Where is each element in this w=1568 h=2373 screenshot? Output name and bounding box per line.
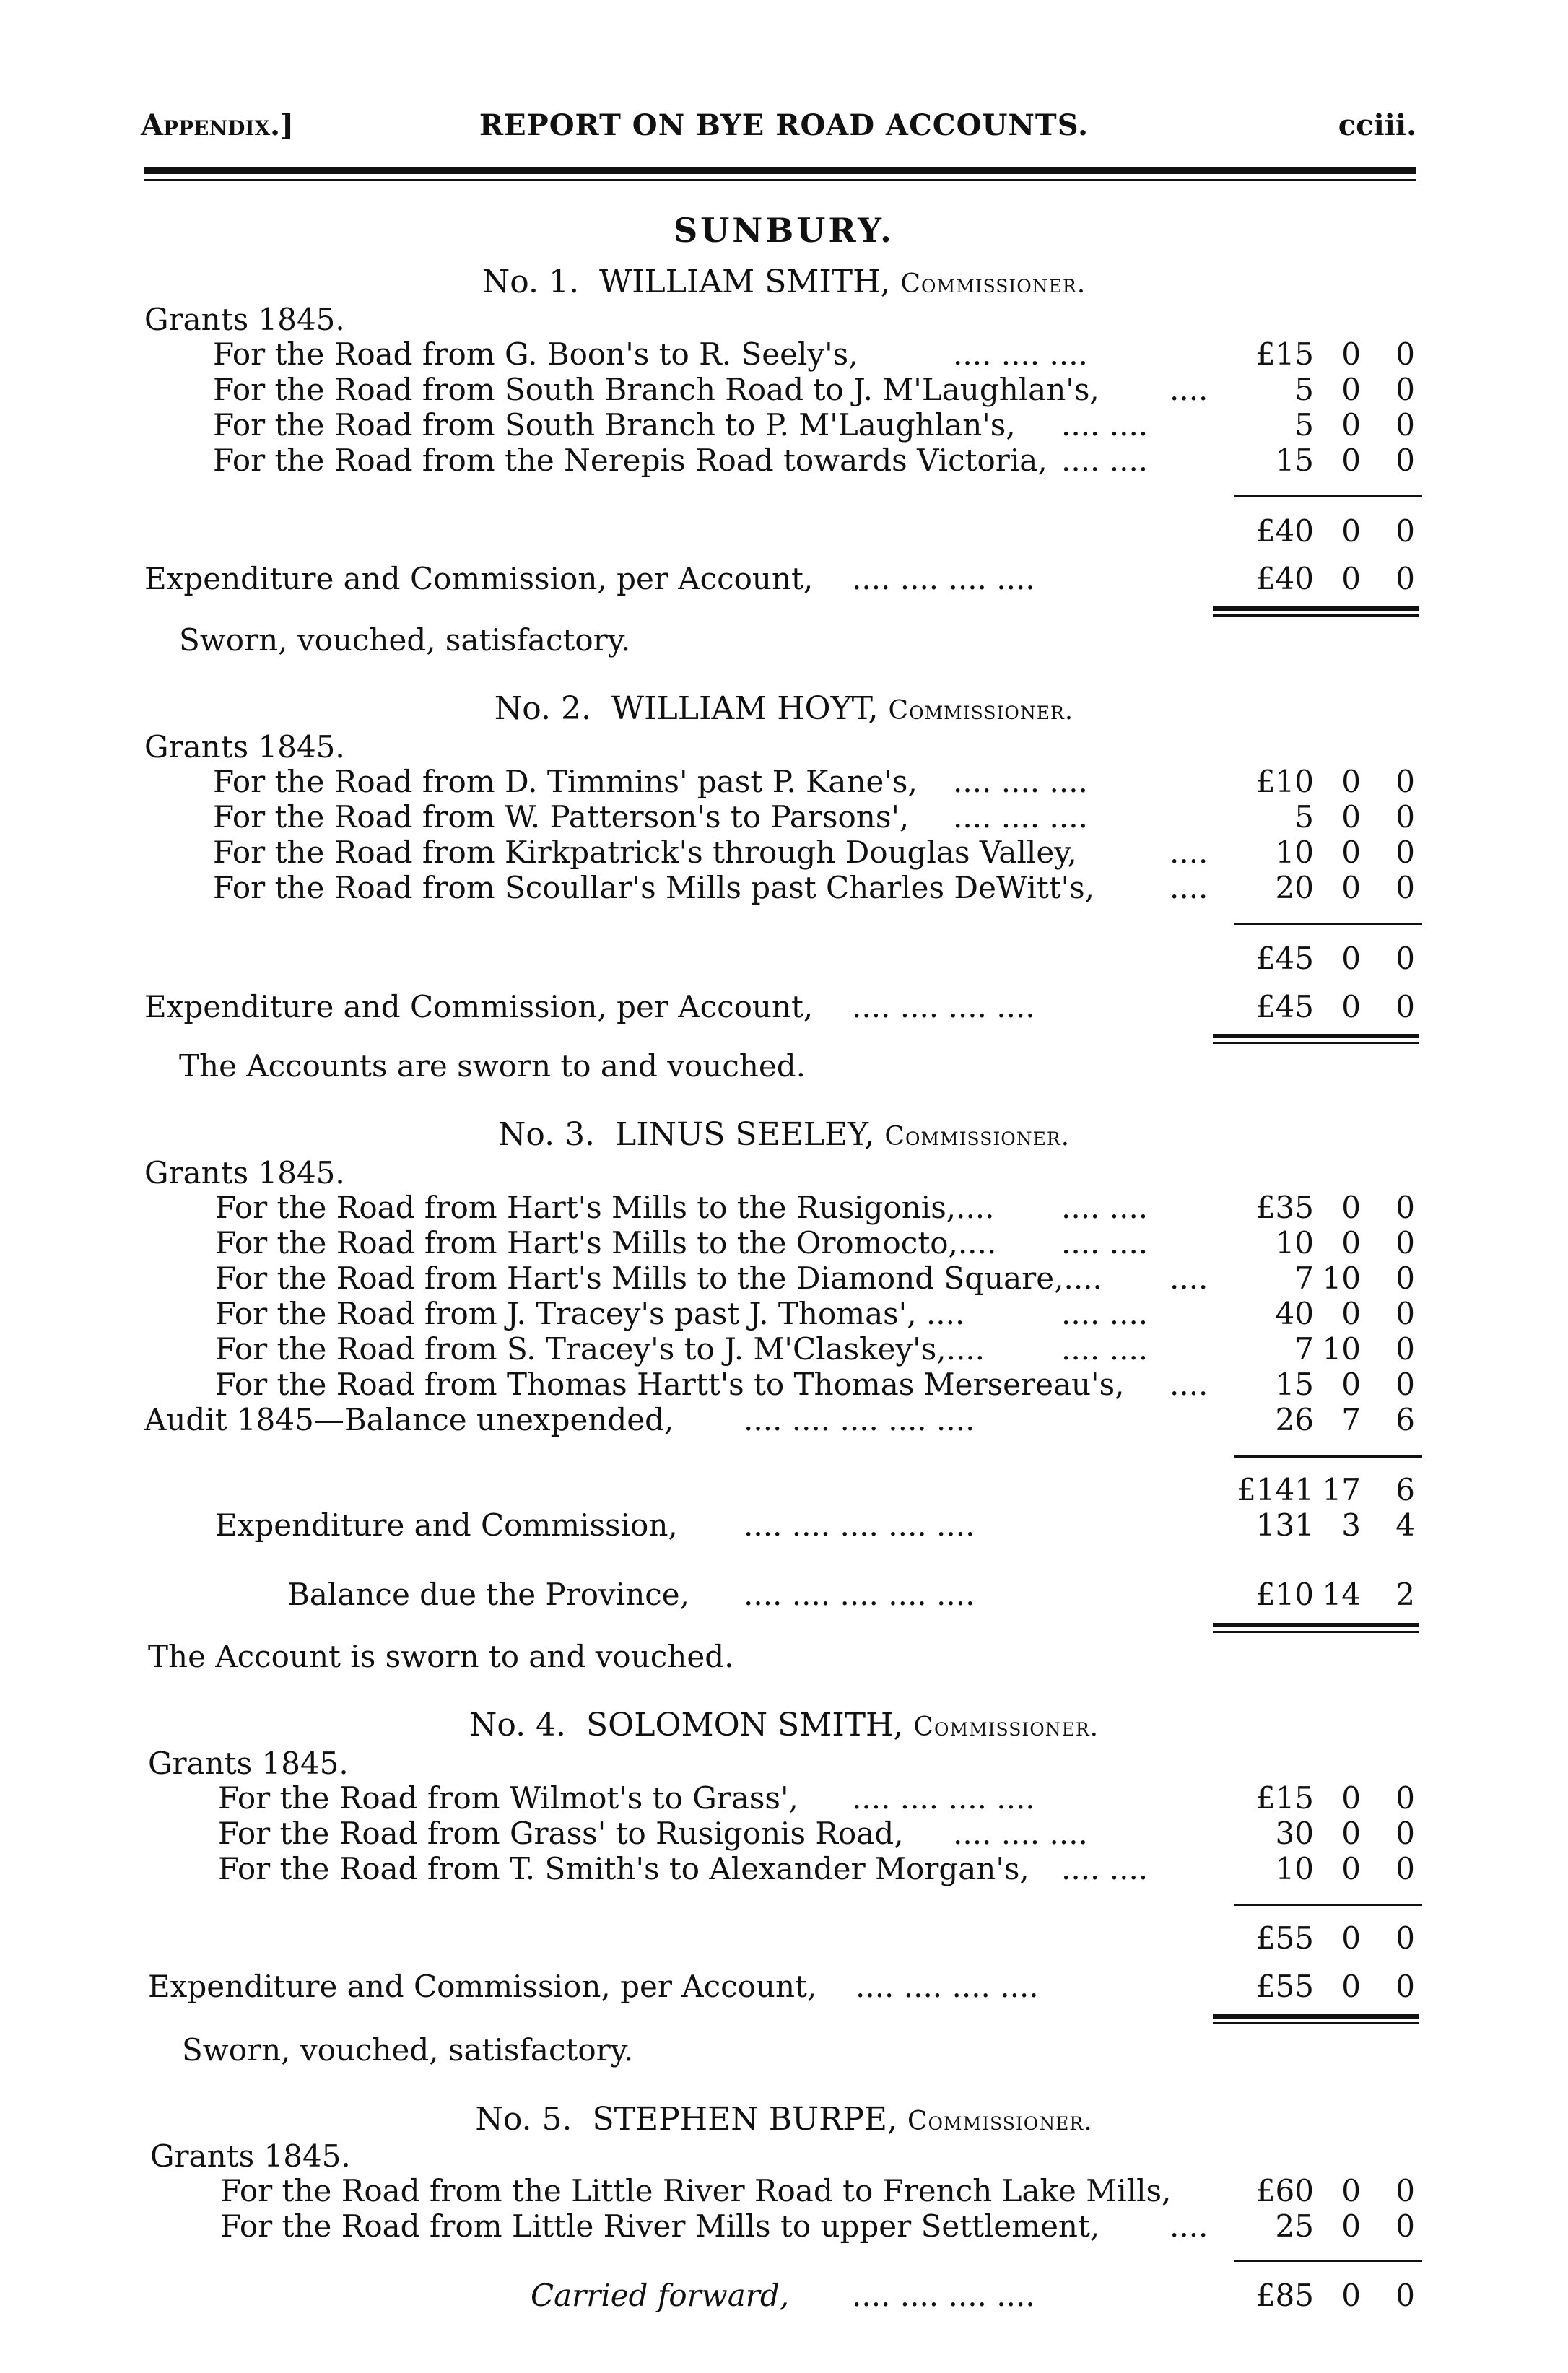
row-leader-dots: .... <box>1170 1260 1208 1296</box>
section-4-commissioner-name: SOLOMON SMITH, <box>586 1707 904 1743</box>
table-row <box>0 1851 1568 1887</box>
section-5-commissioner-name: STEPHEN BURPE, <box>592 2101 897 2138</box>
section-5-grants-label: Grants 1845. <box>150 2138 351 2174</box>
row-leader-dots: .... .... <box>1061 1331 1149 1367</box>
amount-pence: 0 <box>1395 1296 1415 1331</box>
amount-shillings: 0 <box>1341 870 1361 905</box>
row-leader-dots: .... .... .... .... <box>852 2278 1035 2313</box>
row-leader-dots: .... <box>1170 835 1208 870</box>
amount-shillings: 0 <box>1341 1225 1361 1260</box>
amount-pounds: £35 <box>1255 1190 1314 1225</box>
amount-pounds: 5 <box>1294 372 1314 407</box>
row-description: For the Road from Grass' to Rusigonis Road, <box>218 1816 904 1851</box>
double-rule <box>1213 1034 1419 1038</box>
total-pence: 0 <box>1395 941 1415 976</box>
row-leader-dots: .... .... <box>1061 1296 1149 1331</box>
amount-pounds: £85 <box>1255 2278 1314 2313</box>
amount-pounds: 20 <box>1275 870 1314 905</box>
amount-shillings: 0 <box>1341 1296 1361 1331</box>
row-leader-dots: .... .... .... <box>953 336 1088 372</box>
carried-forward-label: Carried forward, <box>531 2278 790 2313</box>
amount-pence: 0 <box>1395 1780 1415 1816</box>
row-description: For the Road from Little River Mills to upper Settlement, <box>220 2208 1100 2244</box>
amount-pounds: £40 <box>1255 561 1314 596</box>
row-leader-dots: .... .... <box>1061 1851 1149 1886</box>
amount-pounds: 10 <box>1275 1851 1314 1886</box>
amount-shillings: 0 <box>1341 989 1361 1024</box>
amount-pence: 0 <box>1395 989 1415 1024</box>
table-row <box>0 1190 1568 1226</box>
total-pounds: £45 <box>1255 941 1314 976</box>
amount-pence: 0 <box>1395 407 1415 443</box>
amount-pounds: £45 <box>1255 989 1314 1024</box>
row-leader-dots: .... .... .... .... <box>855 1969 1039 2004</box>
amount-pounds: £15 <box>1255 1780 1314 1816</box>
commissioner-label: Commissioner. <box>888 696 1074 726</box>
amount-pounds: 15 <box>1275 443 1314 478</box>
section-1-grants-label: Grants 1845. <box>144 302 345 337</box>
amount-pounds: 25 <box>1275 2208 1314 2244</box>
section-4-title <box>0 1707 1568 1743</box>
section-4-grants-label: Grants 1845. <box>148 1746 349 1781</box>
table-row <box>0 870 1568 906</box>
row-leader-dots: .... .... .... .... <box>852 989 1035 1024</box>
amount-pence: 0 <box>1395 2173 1415 2208</box>
amount-pence: 0 <box>1395 336 1415 372</box>
total-row <box>0 941 1568 977</box>
section-3-grants-label: Grants 1845. <box>144 1155 345 1190</box>
amount-shillings: 0 <box>1341 1190 1361 1225</box>
header-appendix: Appendix.] <box>141 108 295 142</box>
section-3-title <box>0 1116 1568 1153</box>
amount-pence: 0 <box>1395 1260 1415 1296</box>
amount-pence: 0 <box>1395 1816 1415 1851</box>
amount-shillings: 0 <box>1341 2173 1361 2208</box>
section-1-title <box>0 264 1568 300</box>
amount-pounds: £10 <box>1255 1577 1314 1612</box>
commissioner-label: Commissioner. <box>900 269 1086 299</box>
row-leader-dots: .... .... .... <box>953 799 1088 835</box>
section-1-number: No. 1. <box>482 264 579 300</box>
amount-pounds: 15 <box>1275 1367 1314 1402</box>
total-shillings: 17 <box>1322 1472 1361 1507</box>
expenditure-row <box>0 989 1568 1025</box>
double-rule <box>1213 606 1419 611</box>
amount-shillings: 0 <box>1341 764 1361 799</box>
amount-pounds: 10 <box>1275 1225 1314 1260</box>
amount-pence: 0 <box>1395 561 1415 596</box>
table-row <box>0 799 1568 835</box>
amount-pence: 0 <box>1395 1367 1415 1402</box>
amount-pounds: 131 <box>1255 1507 1314 1543</box>
expenditure-label: Expenditure and Commission, per Account, <box>144 561 814 596</box>
section-4-note: Sworn, vouched, satisfactory. <box>182 2032 634 2068</box>
table-row <box>0 1780 1568 1816</box>
amount-pounds: £55 <box>1255 1969 1314 2004</box>
amount-pence: 4 <box>1395 1507 1415 1543</box>
section-3-number: No. 3. <box>497 1116 596 1153</box>
amount-pence: 0 <box>1395 1331 1415 1367</box>
row-leader-dots: .... <box>1170 372 1208 407</box>
amount-pounds: 10 <box>1275 835 1314 870</box>
balance-label: Balance due the Province, <box>287 1577 689 1612</box>
row-leader-dots: .... .... <box>1061 1190 1149 1225</box>
amount-shillings: 0 <box>1341 1851 1361 1886</box>
amount-pence: 0 <box>1395 764 1415 799</box>
row-leader-dots: .... .... <box>1061 1225 1149 1260</box>
table-row <box>0 1225 1568 1261</box>
sum-rule <box>1234 1904 1422 1906</box>
section-2-note: The Accounts are sworn to and vouched. <box>179 1048 806 1084</box>
expenditure-label: Expenditure and Commission, <box>215 1507 678 1543</box>
total-row <box>0 1920 1568 1956</box>
total-pence: 6 <box>1395 1472 1415 1507</box>
amount-shillings: 0 <box>1341 1816 1361 1851</box>
amount-shillings: 14 <box>1322 1577 1361 1612</box>
section-4-number: No. 4. <box>469 1707 567 1743</box>
table-row <box>0 2208 1568 2244</box>
total-shillings: 0 <box>1341 941 1361 976</box>
sum-rule <box>1234 923 1422 925</box>
double-rule <box>1213 2022 1419 2024</box>
amount-pounds: 7 <box>1294 1331 1314 1367</box>
amount-pence: 0 <box>1395 870 1415 905</box>
amount-shillings: 0 <box>1341 835 1361 870</box>
commissioner-label: Commissioner. <box>884 1122 1071 1151</box>
table-row <box>0 1816 1568 1852</box>
amount-pence: 0 <box>1395 799 1415 835</box>
expenditure-row <box>0 1507 1568 1543</box>
row-description: For the Road from Hart's Mills to the Oromocto,.... <box>215 1225 997 1260</box>
amount-pounds: 40 <box>1275 1296 1314 1331</box>
amount-pence: 0 <box>1395 835 1415 870</box>
section-1-note: Sworn, vouched, satisfactory. <box>179 622 631 658</box>
amount-shillings: 0 <box>1341 407 1361 443</box>
section-5-title <box>0 2101 1568 2138</box>
row-description: For the Road from South Branch to P. M'Laughlan's, <box>213 407 1016 443</box>
amount-pounds: 26 <box>1275 1402 1314 1437</box>
row-description: For the Road from W. Patterson's to Parsons', <box>213 799 910 835</box>
sum-rule <box>1234 495 1422 497</box>
amount-pence: 0 <box>1395 443 1415 478</box>
amount-pence: 2 <box>1395 1577 1415 1612</box>
row-description: For the Road from T. Smith's to Alexander Morgan's, <box>218 1851 1029 1886</box>
total-shillings: 0 <box>1341 513 1361 549</box>
row-leader-dots: .... .... .... .... .... <box>744 1507 975 1543</box>
audit-description: Audit 1845—Balance unexpended, <box>144 1402 674 1437</box>
expenditure-label: Expenditure and Commission, per Account, <box>148 1969 817 2004</box>
total-pounds: £55 <box>1255 1920 1314 1956</box>
header-page-number: cciii. <box>1338 108 1416 142</box>
row-leader-dots: .... .... .... <box>953 1816 1088 1851</box>
row-leader-dots: .... .... .... .... .... <box>744 1577 975 1612</box>
amount-shillings: 0 <box>1341 1367 1361 1402</box>
total-shillings: 0 <box>1341 1920 1361 1956</box>
amount-shillings: 0 <box>1341 561 1361 596</box>
row-description: For the Road from Kirkpatrick's through Douglas Valley, <box>213 835 1077 870</box>
section-3-note: The Account is sworn to and vouched. <box>148 1639 734 1674</box>
section-5-number: No. 5. <box>475 2101 572 2138</box>
sum-rule <box>1234 1455 1422 1458</box>
amount-shillings: 0 <box>1341 799 1361 835</box>
amount-shillings: 0 <box>1341 2208 1361 2244</box>
amount-shillings: 7 <box>1341 1402 1361 1437</box>
amount-pence: 0 <box>1395 2278 1415 2313</box>
commissioner-label: Commissioner. <box>907 2107 1093 2136</box>
amount-shillings: 10 <box>1322 1331 1361 1367</box>
amount-pounds: 7 <box>1294 1260 1314 1296</box>
amount-pence: 0 <box>1395 1225 1415 1260</box>
row-leader-dots: .... <box>1170 870 1208 905</box>
amount-pence: 0 <box>1395 1969 1415 2004</box>
amount-shillings: 0 <box>1341 1780 1361 1816</box>
table-row <box>0 2173 1568 2209</box>
carried-forward-row <box>0 2278 1568 2314</box>
table-row <box>0 372 1568 408</box>
amount-pounds: £15 <box>1255 336 1314 372</box>
double-rule <box>1213 2014 1419 2019</box>
section-1-commissioner-name: WILLIAM SMITH, <box>598 264 891 300</box>
amount-pence: 0 <box>1395 2208 1415 2244</box>
header-title: REPORT ON BYE ROAD ACCOUNTS. <box>479 108 1089 142</box>
total-row <box>0 513 1568 549</box>
table-row <box>0 443 1568 479</box>
amount-shillings: 0 <box>1341 372 1361 407</box>
row-description: For the Road from D. Timmins' past P. Kane's, <box>213 764 918 799</box>
total-pence: 0 <box>1395 513 1415 549</box>
row-description: For the Road from Hart's Mills to the Rusigonis,.... <box>215 1190 995 1225</box>
row-description: For the Road from J. Tracey's past J. Thomas', .... <box>215 1296 965 1331</box>
row-description: For the Road from the Little River Road to French Lake Mills, <box>220 2173 1172 2208</box>
row-leader-dots: .... .... .... <box>953 764 1088 799</box>
table-row <box>0 1296 1568 1332</box>
double-rule <box>1213 614 1419 617</box>
amount-pounds: 30 <box>1275 1816 1314 1851</box>
table-row <box>0 1260 1568 1297</box>
total-pence: 0 <box>1395 1920 1415 1956</box>
expenditure-row <box>0 561 1568 597</box>
amount-shillings: 0 <box>1341 1969 1361 2004</box>
double-rule <box>1213 1631 1419 1633</box>
double-rule <box>1213 1042 1419 1044</box>
row-description: For the Road from S. Tracey's to J. M'Claskey's,.... <box>215 1331 985 1367</box>
row-leader-dots: .... .... .... .... .... <box>744 1402 975 1437</box>
row-description: For the Road from Hart's Mills to the Diamond Square,.... <box>215 1260 1102 1296</box>
table-row <box>0 835 1568 871</box>
amount-shillings: 3 <box>1341 1507 1361 1543</box>
table-row <box>0 336 1568 373</box>
section-3-commissioner-name: LINUS SEELEY, <box>615 1116 875 1153</box>
amount-shillings: 0 <box>1341 443 1361 478</box>
balance-row <box>0 1577 1568 1613</box>
total-row <box>0 1472 1568 1508</box>
row-description: For the Road from the Nerepis Road towards Victoria, <box>213 443 1047 478</box>
expenditure-label: Expenditure and Commission, per Account, <box>144 989 814 1024</box>
header-rule-thick <box>144 167 1416 174</box>
header-rule-thin <box>144 179 1416 181</box>
table-row <box>0 407 1568 443</box>
row-leader-dots: .... .... <box>1061 407 1149 443</box>
sum-rule <box>1234 2260 1422 2262</box>
amount-pence: 0 <box>1395 1190 1415 1225</box>
row-description: For the Road from South Branch Road to J. M'Laughlan's, <box>213 372 1099 407</box>
row-description: For the Road from Thomas Hartt's to Thomas Mersereau's, <box>215 1367 1125 1402</box>
table-row <box>0 1367 1568 1403</box>
row-description: For the Road from Wilmot's to Grass', <box>218 1780 798 1816</box>
row-leader-dots: .... .... <box>1061 443 1149 478</box>
row-leader-dots: .... <box>1170 1367 1208 1402</box>
amount-pounds: £60 <box>1255 2173 1314 2208</box>
total-pounds: £141 <box>1237 1472 1314 1507</box>
table-row <box>0 764 1568 800</box>
section-2-title <box>0 690 1568 727</box>
amount-shillings: 10 <box>1322 1260 1361 1296</box>
amount-shillings: 0 <box>1341 2278 1361 2313</box>
expenditure-row <box>0 1969 1568 2005</box>
amount-pence: 6 <box>1395 1402 1415 1437</box>
amount-pounds: £10 <box>1255 764 1314 799</box>
commissioner-label: Commissioner. <box>913 1712 1099 1742</box>
amount-shillings: 0 <box>1341 336 1361 372</box>
row-description: For the Road from Scoullar's Mills past Charles DeWitt's, <box>213 870 1095 905</box>
amount-pounds: 5 <box>1294 799 1314 835</box>
amount-pounds: 5 <box>1294 407 1314 443</box>
total-pounds: £40 <box>1255 513 1314 549</box>
row-leader-dots: .... .... .... .... <box>852 561 1035 596</box>
amount-pence: 0 <box>1395 372 1415 407</box>
audit-row <box>0 1402 1568 1438</box>
double-rule <box>1213 1623 1419 1627</box>
amount-pence: 0 <box>1395 1851 1415 1886</box>
row-leader-dots: .... .... .... .... <box>852 1780 1035 1816</box>
section-2-commissioner-name: WILLIAM HOYT, <box>611 690 879 727</box>
section-2-number: No. 2. <box>494 690 591 727</box>
row-description: For the Road from G. Boon's to R. Seely's, <box>213 336 858 372</box>
table-row <box>0 1331 1568 1367</box>
county-heading: SUNBURY. <box>673 211 895 250</box>
row-leader-dots: .... <box>1170 2208 1208 2244</box>
section-2-grants-label: Grants 1845. <box>144 729 345 765</box>
